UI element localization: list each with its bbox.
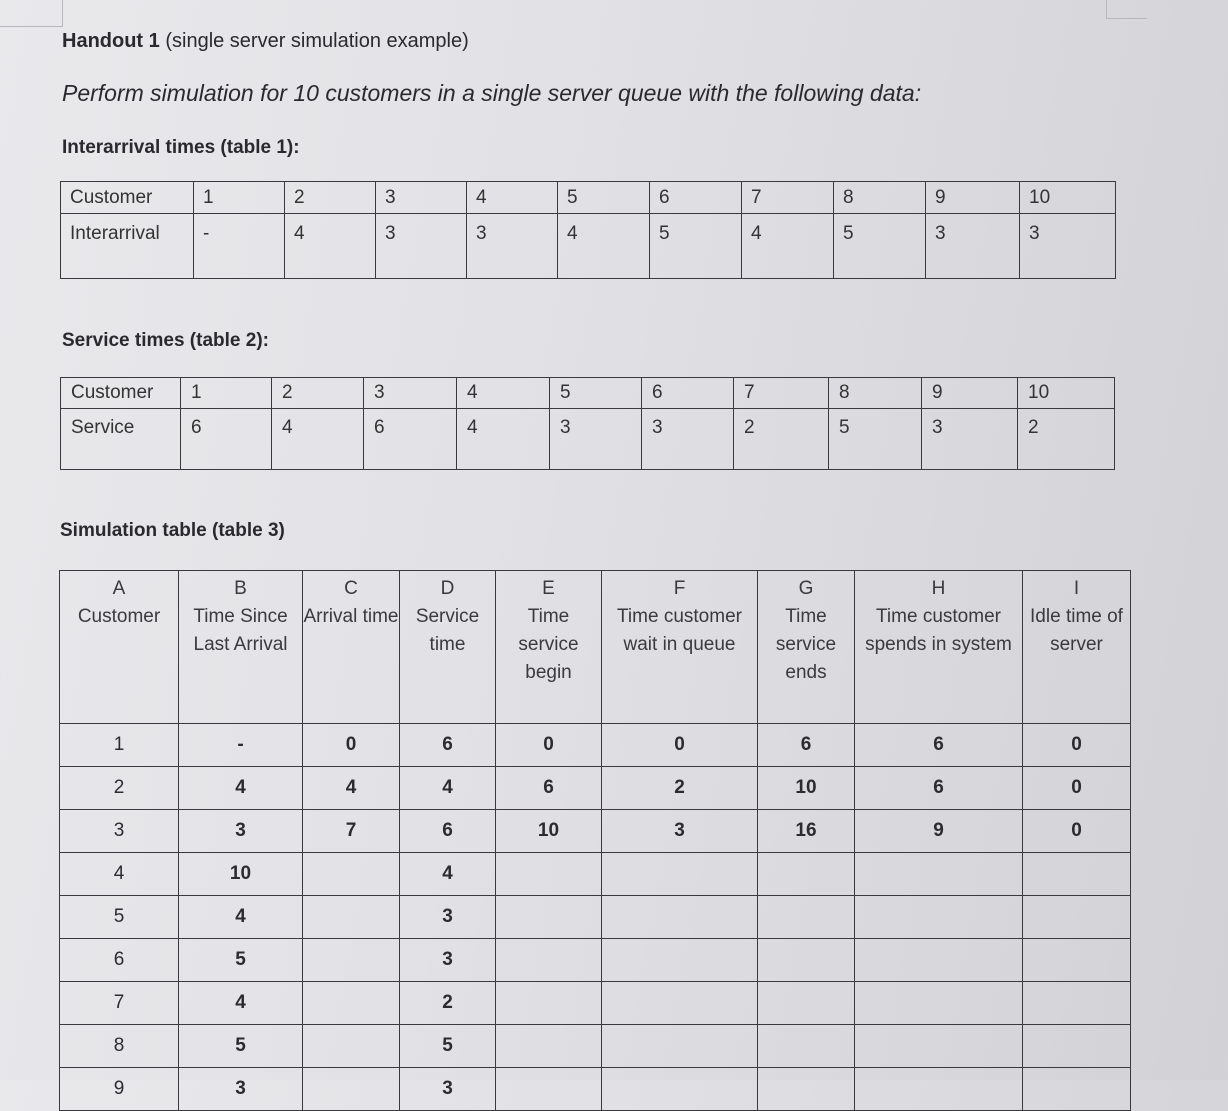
table-cell [602, 1068, 758, 1111]
row-label: Interarrival [61, 214, 194, 279]
table-cell: 5 [829, 409, 922, 470]
simulation-table [59, 570, 1131, 1111]
row-label: Customer [61, 378, 181, 409]
table-row [60, 896, 1131, 939]
table-cell: 3 [400, 1068, 496, 1111]
table-cell: 4 [400, 767, 496, 810]
table-cell: 2 [400, 982, 496, 1025]
table-cell: 7 [60, 982, 179, 1025]
column-title: Time customer spends in system [865, 606, 1012, 655]
table-cell [602, 1025, 758, 1068]
table-row [60, 982, 1131, 1025]
table-cell: 16 [758, 810, 855, 853]
column-letter: I [1073, 578, 1080, 599]
table-cell: 6 [496, 767, 602, 810]
table-cell: 3 [60, 810, 179, 853]
table-cell: 5 [179, 1025, 303, 1068]
table-cell [758, 939, 855, 982]
column-title: Arrival time [303, 606, 399, 627]
table-cell [1023, 1068, 1131, 1111]
table-cell: 6 [181, 409, 272, 470]
column-letter: D [440, 578, 455, 599]
table-cell: 9 [926, 182, 1020, 214]
table2-caption: Service times (table 2): [62, 330, 269, 351]
table-cell: 2 [1018, 409, 1115, 470]
table-cell: 6 [650, 182, 742, 214]
table-cell: 6 [400, 724, 496, 767]
table-cell: 6 [758, 724, 855, 767]
table-cell: 4 [303, 767, 400, 810]
column-header [855, 571, 1023, 724]
table-cell: 0 [1023, 724, 1131, 767]
table-header-row [60, 571, 1131, 724]
table-cell: 5 [558, 182, 650, 214]
table-cell: 4 [285, 214, 376, 279]
service-times-table [60, 377, 1115, 470]
table-cell [1023, 1025, 1131, 1068]
table-cell: 3 [642, 409, 734, 470]
column-letter: C [344, 578, 358, 599]
table-cell: 5 [179, 939, 303, 982]
table-cell: 3 [376, 182, 467, 214]
table-cell: 4 [179, 982, 303, 1025]
column-header [1023, 571, 1131, 724]
table-cell: 6 [364, 409, 457, 470]
table-cell [855, 1068, 1023, 1111]
table-cell: 0 [303, 724, 400, 767]
column-header [758, 571, 855, 724]
column-letter: F [673, 578, 686, 599]
table-cell: 5 [60, 896, 179, 939]
table-cell [855, 939, 1023, 982]
table-cell [602, 896, 758, 939]
table-cell: 10 [496, 810, 602, 853]
table-cell [758, 1068, 855, 1111]
column-header [179, 571, 303, 724]
table-cell: 4 [179, 896, 303, 939]
table-cell [496, 896, 602, 939]
table-cell: 2 [285, 182, 376, 214]
table-row [60, 724, 1131, 767]
table-row [60, 767, 1131, 810]
table-cell [303, 1068, 400, 1111]
table-cell [303, 1025, 400, 1068]
table-cell [303, 982, 400, 1025]
table-row [61, 378, 1115, 409]
table-row [60, 1025, 1131, 1068]
table-cell [758, 896, 855, 939]
column-letter: B [234, 578, 247, 599]
table-cell: 10 [1018, 378, 1115, 409]
table-cell [602, 853, 758, 896]
column-header [303, 571, 400, 724]
column-title: Time service ends [775, 606, 837, 683]
table-cell [496, 853, 602, 896]
handout-heading [62, 30, 469, 53]
row-label: Service [61, 409, 181, 470]
table-cell: 10 [758, 767, 855, 810]
table-cell: 2 [602, 767, 758, 810]
table-cell: 9 [922, 378, 1018, 409]
table3-caption: Simulation table (table 3) [60, 520, 285, 541]
table-cell [496, 1068, 602, 1111]
table-cell: 0 [496, 724, 602, 767]
table1-caption: Interarrival times (table 1): [62, 137, 300, 158]
table-cell [855, 1025, 1023, 1068]
table-cell: 5 [400, 1025, 496, 1068]
table-cell: 3 [550, 409, 642, 470]
table-cell: 6 [400, 810, 496, 853]
column-header [602, 571, 758, 724]
table-cell [855, 896, 1023, 939]
column-header [400, 571, 496, 724]
table-cell [758, 853, 855, 896]
column-title: Idle time of server [1030, 606, 1123, 655]
table-cell: 3 [179, 1068, 303, 1111]
handout-label: Handout 1 [62, 30, 160, 52]
table-cell: 4 [60, 853, 179, 896]
table-cell: 7 [303, 810, 400, 853]
table-cell: 9 [855, 810, 1023, 853]
column-title: Time customer wait in queue [617, 606, 742, 655]
table-cell [1023, 896, 1131, 939]
column-letter: A [112, 578, 126, 599]
table-cell [496, 1025, 602, 1068]
table-cell: 3 [1020, 214, 1116, 279]
table-cell: 4 [467, 182, 558, 214]
table-row [61, 214, 1116, 279]
column-header [496, 571, 602, 724]
table-cell [1023, 982, 1131, 1025]
table-cell [602, 939, 758, 982]
table-cell: 3 [922, 409, 1018, 470]
table-cell: 1 [194, 182, 285, 214]
table-cell: 0 [1023, 767, 1131, 810]
table-cell: 4 [457, 378, 550, 409]
table-cell [303, 939, 400, 982]
column-title: Service time [415, 606, 480, 655]
table-cell: - [179, 724, 303, 767]
table-cell: 7 [742, 182, 834, 214]
table-cell: 4 [457, 409, 550, 470]
table-cell: 3 [376, 214, 467, 279]
column-letter: H [931, 578, 946, 599]
row-label: Customer [61, 182, 194, 214]
table-cell: 4 [742, 214, 834, 279]
table-cell: 4 [272, 409, 364, 470]
table-cell: 1 [60, 724, 179, 767]
table-cell: 1 [181, 378, 272, 409]
table-cell: 6 [855, 767, 1023, 810]
table-cell: 5 [834, 214, 926, 279]
table-cell: 9 [60, 1068, 179, 1111]
table-cell: 7 [734, 378, 829, 409]
table-cell: 4 [558, 214, 650, 279]
column-title: Time Since Last Arrival [193, 606, 288, 655]
column-header [60, 571, 179, 724]
table-cell: 10 [1020, 182, 1116, 214]
table-cell: 4 [179, 767, 303, 810]
table-cell: 3 [467, 214, 558, 279]
table-cell: 8 [829, 378, 922, 409]
table-cell [303, 853, 400, 896]
page-corner-mark [1106, 0, 1147, 19]
handout-subtitle: (single server simulation example) [159, 30, 469, 52]
table-cell: 4 [400, 853, 496, 896]
table-cell [855, 982, 1023, 1025]
column-title: Time service begin [518, 606, 579, 683]
table-cell: 8 [60, 1025, 179, 1068]
table-cell [1023, 939, 1131, 982]
table-row [60, 1068, 1131, 1111]
table-cell: 3 [400, 939, 496, 982]
table-cell: 3 [602, 810, 758, 853]
table-cell [602, 982, 758, 1025]
table-cell [758, 982, 855, 1025]
table-cell: 10 [179, 853, 303, 896]
table-row [60, 853, 1131, 896]
table-cell: 2 [734, 409, 829, 470]
table-cell: 3 [926, 214, 1020, 279]
table-row [61, 182, 1116, 214]
table-cell [496, 939, 602, 982]
table-cell [303, 896, 400, 939]
table-cell [855, 853, 1023, 896]
interarrival-table [60, 181, 1116, 279]
table-cell: 2 [272, 378, 364, 409]
table-cell: 6 [60, 939, 179, 982]
table-cell: 0 [602, 724, 758, 767]
table-cell: 8 [834, 182, 926, 214]
table-cell: 3 [364, 378, 457, 409]
table-row [60, 939, 1131, 982]
table-cell: - [194, 214, 285, 279]
table-cell [496, 982, 602, 1025]
table-cell: 5 [550, 378, 642, 409]
table-cell: 6 [642, 378, 734, 409]
table-row [61, 409, 1115, 470]
table-cell: 6 [855, 724, 1023, 767]
table-cell: 2 [60, 767, 179, 810]
table-cell: 3 [179, 810, 303, 853]
table-cell [1023, 853, 1131, 896]
table-row [60, 810, 1131, 853]
page-corner-mark [0, 0, 63, 27]
column-letter: G [798, 578, 814, 599]
instruction-text: Perform simulation for 10 customers in a single server queue with the following data: [62, 80, 922, 106]
table-cell: 5 [650, 214, 742, 279]
column-letter: E [542, 578, 555, 599]
table-cell: 3 [400, 896, 496, 939]
column-title: Customer [77, 606, 161, 627]
simulation-table-body [60, 724, 1131, 1111]
table-cell [758, 1025, 855, 1068]
table-cell: 0 [1023, 810, 1131, 853]
